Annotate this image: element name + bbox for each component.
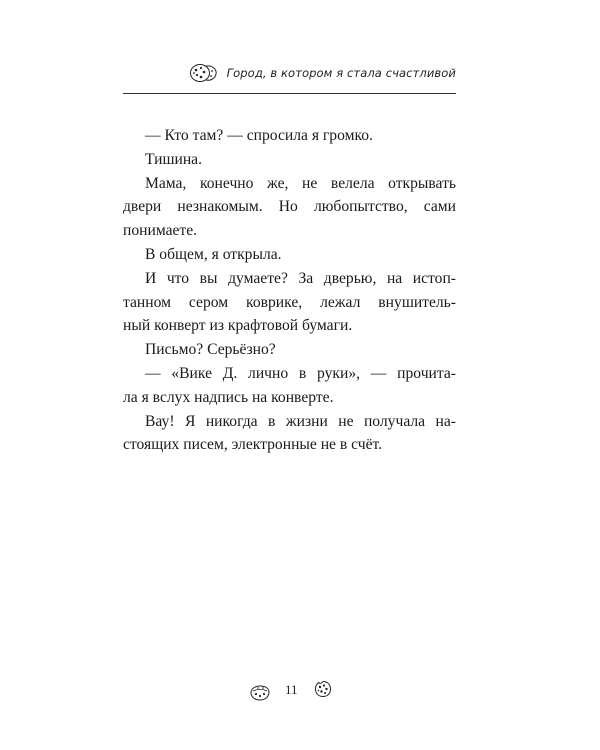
paragraph-1 [123, 124, 456, 148]
text-line: Вау! Я никогда в жизни не получала на- [145, 412, 456, 430]
paragraph-4 [123, 243, 456, 267]
header-content [189, 62, 456, 84]
paragraph-7 [123, 362, 456, 410]
paragraph-6 [123, 338, 456, 362]
cookie-icon [189, 62, 219, 84]
paragraph-5 [123, 267, 456, 338]
text-line: ный конверт из крафтовой бумаги. [123, 317, 353, 335]
text-line: танном сером коврике, лежал внушитель- [123, 293, 456, 311]
paragraph-3 [123, 172, 456, 243]
text-line: — Кто там? — спросила я громко. [145, 127, 373, 144]
text-line: стоящих писем, электронные не в счёт. [123, 436, 383, 454]
bitten-cookie-icon [248, 684, 272, 707]
text-line: И что вы думаете? За дверью, на истоп- [145, 269, 456, 287]
text-line: двери незнакомым. Но любопытство, сами [123, 198, 456, 216]
text-line: Письмо? Серьёзно? [145, 341, 276, 359]
text-line: ла я вслух надпись на конверте. [123, 388, 334, 406]
text-line: понимаете. [123, 222, 198, 240]
running-header [123, 60, 456, 94]
text-line: — «Вике Д. лично в руки», — прочита- [145, 364, 456, 382]
text-line: В общем, я открыла. [145, 245, 282, 263]
page-footer [0, 678, 600, 708]
paragraph-8 [123, 410, 456, 458]
page-number: 11 [285, 682, 298, 697]
header-rule [123, 93, 456, 94]
header-title: Город, в котором я стала счастливой [226, 66, 456, 80]
body-text [123, 124, 456, 457]
text-line: Мама, конечно же, не велела открывать [145, 174, 456, 192]
paragraph-2 [123, 148, 456, 172]
cookie-icon [314, 680, 332, 703]
text-line: Тишина. [145, 150, 202, 168]
